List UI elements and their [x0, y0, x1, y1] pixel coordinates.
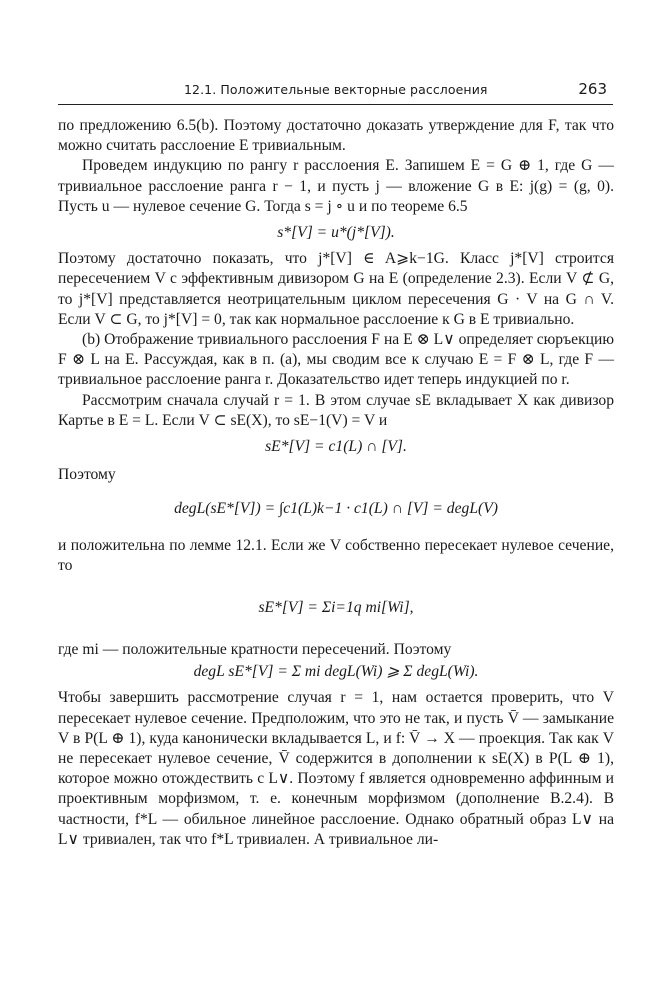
formula-3: degL(sE*[V]) = ∫c1(L)k−1 · c1(L) ∩ [V] = degL(V) — [174, 500, 498, 518]
formula-1: s*[V] = u*(j*[V]). — [277, 224, 395, 242]
paragraph-4: (b) Отображение тривиального расслоения F на E ⊗ L∨ определяет сюръекцию F ⊗ L на E. Рассуждая, как в п. (a), мы сводим все к случаю E = F ⊗ L, где F — тривиальное расслоение ранга r. Доказательство идет теперь индукцией по r. — [58, 331, 614, 389]
page-body — [58, 116, 614, 850]
paragraph-6: Поэтому — [58, 466, 116, 484]
paragraph-8: где mi — положительные кратности пересечений. Поэтому — [58, 641, 452, 659]
page-header — [58, 78, 613, 105]
paragraph-1: по предложению 6.5(b). Поэтому достаточно доказать утверждение для F, так что можно считать расслоение E тривиальным. — [58, 117, 614, 155]
running-title: 12.1. Положительные векторные расслоения — [184, 82, 488, 97]
formula-2: sE*[V] = c1(L) ∩ [V]. — [265, 438, 407, 456]
formula-5: degL sE*[V] = Σ mi degL(Wi) ⩾ Σ degL(Wi). — [193, 663, 479, 681]
paragraph-9: Чтобы завершить рассмотрение случая r = 1, нам остается проверить, что V пересекает нулевое сечение. Предположим, что это не так, и пусть V̄ — замыкание V в P(L ⊕ 1), куда канонически вкладывается L, и f: V̄ → X — проекция. Так как V не пересекает нулевое сечение, V̄ содержится в дополнении к sE(X) в P(L ⊕ 1), которое можно отождествить с L∨. Поэтому f является одновременно аффинным и проективным морфизмом, т. е. конечным морфизмом (дополнение B.2.4). В частности, f*L — обильное линейное расслоение. Однако обратный образ L∨ на L∨ тривиален, так что f*L тривиален. А тривиальное ли- — [58, 689, 614, 848]
paragraph-2: Проведем индукцию по рангу r расслоения E. Запишем E = G ⊕ 1, где G — тривиальное расслоение ранга r − 1, и пусть j — вложение G в E: j(g) = (g, 0). Пусть u — нулевое сечение G. Тогда s = j ∘ u и по теореме 6.5 — [58, 157, 614, 215]
paragraph-3: Поэтому достаточно показать, что j*[V] ∈ A⩾k−1G. Класс j*[V] строится пересечением V с эффективным дивизором G на E (определение 2.3). Если V ⊄ G, то j*[V] представляется неотрицательным циклом пересечения G · V на G ∩ V. Если V ⊂ G, то j*[V] = 0, так как нормальное расслоение к G в E тривиально. — [58, 250, 614, 328]
paragraph-5: Рассмотрим сначала случай r = 1. В этом случае sE вкладывает X как дивизор Картье в E = L. Если V ⊂ sE(X), то sE−1(V) = V и — [58, 391, 614, 429]
page-number: 263 — [578, 80, 607, 98]
paragraph-7: и положительна по лемме 12.1. Если же V собственно пересекает нулевое сечение, то — [58, 536, 614, 574]
formula-4: sE*[V] = Σi=1q mi[Wi], — [258, 599, 414, 617]
